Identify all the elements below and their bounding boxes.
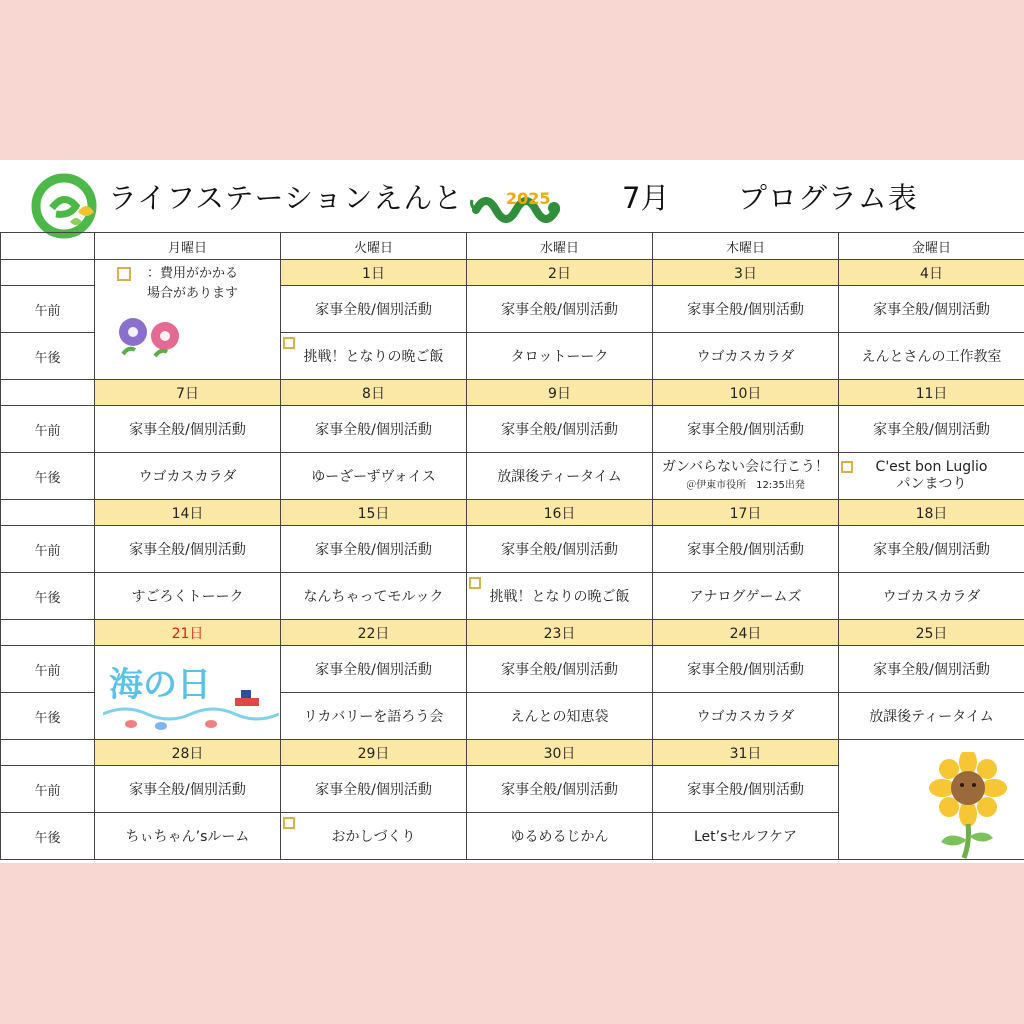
note-line-2: 場合があります	[147, 286, 239, 301]
date-cell: 11日	[839, 380, 1024, 406]
activity-cell: すごろくトーーク	[95, 573, 281, 620]
program-label: プログラム表	[738, 181, 918, 215]
date-row	[1, 620, 1024, 646]
weekday-thu: 木曜日	[653, 233, 839, 260]
pm-label: 午後	[1, 693, 95, 740]
date-cell: 8日	[281, 380, 467, 406]
marine-day-text: 海の日	[109, 665, 211, 705]
date-cell: 18日	[839, 500, 1024, 526]
date-label-cell	[1, 260, 95, 286]
weekday-tue: 火曜日	[281, 233, 467, 260]
date-cell: 29日	[281, 740, 467, 766]
activity-text: 挑戦！となりの晩ご飯	[489, 589, 630, 605]
activity-cell: 家事全般/個別活動	[281, 406, 467, 453]
activity-cell: 家事全般/個別活動	[467, 406, 653, 453]
date-label-cell	[1, 380, 95, 406]
date-cell: 30日	[467, 740, 653, 766]
note-line-1: ：費用がかかる	[147, 266, 239, 281]
activity-cell: えんとさんの工作教室	[839, 333, 1024, 380]
activity-cell: 家事全般/個別活動	[281, 526, 467, 573]
date-row	[1, 740, 1024, 766]
activity-cell: 家事全般/個別活動	[281, 286, 467, 333]
activity-cell	[281, 333, 467, 380]
date-row	[1, 260, 1024, 286]
date-cell: 23日	[467, 620, 653, 646]
activity-cell: 家事全般/個別活動	[467, 286, 653, 333]
activity-cell	[839, 453, 1024, 500]
activity-cell: リカバリーを語ろう会	[281, 693, 467, 740]
am-row	[1, 406, 1024, 453]
activity-cell: 家事全般/個別活動	[95, 526, 281, 573]
date-cell: 14日	[95, 500, 281, 526]
date-cell: 2日	[467, 260, 653, 286]
activity-cell: ウゴカスカラダ	[839, 573, 1024, 620]
date-cell: 25日	[839, 620, 1024, 646]
checkbox-icon	[283, 817, 295, 829]
date-cell: 7日	[95, 380, 281, 406]
checkbox-icon	[117, 267, 131, 281]
date-cell: 15日	[281, 500, 467, 526]
morning-glory-illustration	[111, 310, 191, 362]
date-label-cell	[1, 500, 95, 526]
activity-cell: 家事全般/個別活動	[839, 286, 1024, 333]
activity-cell: えんとの知恵袋	[467, 693, 653, 740]
marine-day-cell	[95, 646, 281, 740]
activity-cell: アナログゲームズ	[653, 573, 839, 620]
date-cell: 3日	[653, 260, 839, 286]
date-cell: 28日	[95, 740, 281, 766]
am-row	[1, 526, 1024, 573]
snake-year: 2025	[506, 189, 551, 208]
activity-cell: 家事全般/個別活動	[839, 406, 1024, 453]
date-cell: 1日	[281, 260, 467, 286]
activity-cell: 家事全般/個別活動	[839, 646, 1024, 693]
activity-text: ガンバらない会に行こう！	[661, 458, 830, 475]
weekday-header-row	[1, 233, 1024, 260]
pm-row	[1, 573, 1024, 620]
date-label-cell	[1, 740, 95, 766]
date-cell: 17日	[653, 500, 839, 526]
date-cell: 22日	[281, 620, 467, 646]
cost-note-cell	[95, 260, 281, 380]
activity-cell: ゆーざーずヴォイス	[281, 453, 467, 500]
activity-cell: ちぃちゃん’sルーム	[95, 813, 281, 860]
activity-cell: 家事全般/個別活動	[653, 646, 839, 693]
date-row	[1, 500, 1024, 526]
date-cell-holiday: 21日	[95, 620, 281, 646]
checkbox-icon	[469, 577, 481, 589]
am-label: 午前	[1, 286, 95, 333]
date-cell: 10日	[653, 380, 839, 406]
activity-cell: 家事全般/個別活動	[653, 766, 839, 813]
am-label: 午前	[1, 646, 95, 693]
activity-cell	[281, 813, 467, 860]
activity-cell: ウゴカスカラダ	[95, 453, 281, 500]
activity-cell: 家事全般/個別活動	[653, 526, 839, 573]
activity-cell: Let’sセルフケア	[653, 813, 839, 860]
activity-cell: なんちゃってモルック	[281, 573, 467, 620]
activity-cell: 放課後ティータイム	[467, 453, 653, 500]
weekday-fri: 金曜日	[839, 233, 1024, 260]
activity-cell: タロットーーク	[467, 333, 653, 380]
activity-cell: ウゴカスカラダ	[653, 333, 839, 380]
date-cell: 24日	[653, 620, 839, 646]
activity-cell: 家事全般/個別活動	[467, 526, 653, 573]
calendar-table	[0, 232, 1024, 860]
checkbox-icon	[841, 461, 853, 473]
schedule-sheet	[0, 160, 1024, 863]
activity-cell: ゆるめるじかん	[467, 813, 653, 860]
checkbox-icon	[283, 337, 295, 349]
activity-text: 挑戦！となりの晩ご飯	[303, 349, 444, 365]
am-label: 午前	[1, 766, 95, 813]
activity-subtext: ＠伊東市役所 12:35出発	[686, 479, 805, 491]
date-cell: 31日	[653, 740, 839, 766]
snake-2025-illustration	[466, 180, 584, 232]
am-label: 午前	[1, 406, 95, 453]
month: 7月	[622, 181, 670, 215]
date-label-cell	[1, 620, 95, 646]
activity-subtext: パンまつり	[896, 476, 967, 492]
logo	[30, 172, 104, 240]
date-cell: 9日	[467, 380, 653, 406]
pm-label: 午後	[1, 453, 95, 500]
activity-cell	[467, 573, 653, 620]
activity-cell: 家事全般/個別活動	[839, 526, 1024, 573]
date-row	[1, 380, 1024, 406]
am-row	[1, 646, 1024, 693]
activity-cell: 家事全般/個別活動	[281, 646, 467, 693]
facility-name: ライフステーションえんと	[108, 181, 464, 215]
sunflower-cell	[839, 740, 1024, 860]
sunflower-illustration	[923, 752, 1013, 860]
header	[0, 160, 1024, 232]
activity-cell: 家事全般/個別活動	[653, 406, 839, 453]
activity-cell: 家事全般/個別活動	[281, 766, 467, 813]
pm-row	[1, 453, 1024, 500]
date-cell: 16日	[467, 500, 653, 526]
weekday-wed: 水曜日	[467, 233, 653, 260]
pm-label: 午後	[1, 813, 95, 860]
activity-cell: 家事全般/個別活動	[467, 766, 653, 813]
activity-cell: 家事全般/個別活動	[467, 646, 653, 693]
activity-cell: 放課後ティータイム	[839, 693, 1024, 740]
pm-label: 午後	[1, 333, 95, 380]
corner-cell	[1, 233, 95, 260]
pm-label: 午後	[1, 573, 95, 620]
activity-cell: 家事全般/個別活動	[95, 406, 281, 453]
activity-cell	[653, 453, 839, 500]
cost-note	[117, 264, 238, 304]
date-cell: 4日	[839, 260, 1024, 286]
marine-day-illustration	[103, 652, 279, 732]
weekday-mon: 月曜日	[95, 233, 281, 260]
activity-text: おかしづくり	[331, 829, 416, 845]
activity-cell: ウゴカスカラダ	[653, 693, 839, 740]
activity-cell: 家事全般/個別活動	[95, 766, 281, 813]
activity-text: C'est bon Luglio	[875, 459, 988, 475]
am-label: 午前	[1, 526, 95, 573]
activity-cell: 家事全般/個別活動	[653, 286, 839, 333]
